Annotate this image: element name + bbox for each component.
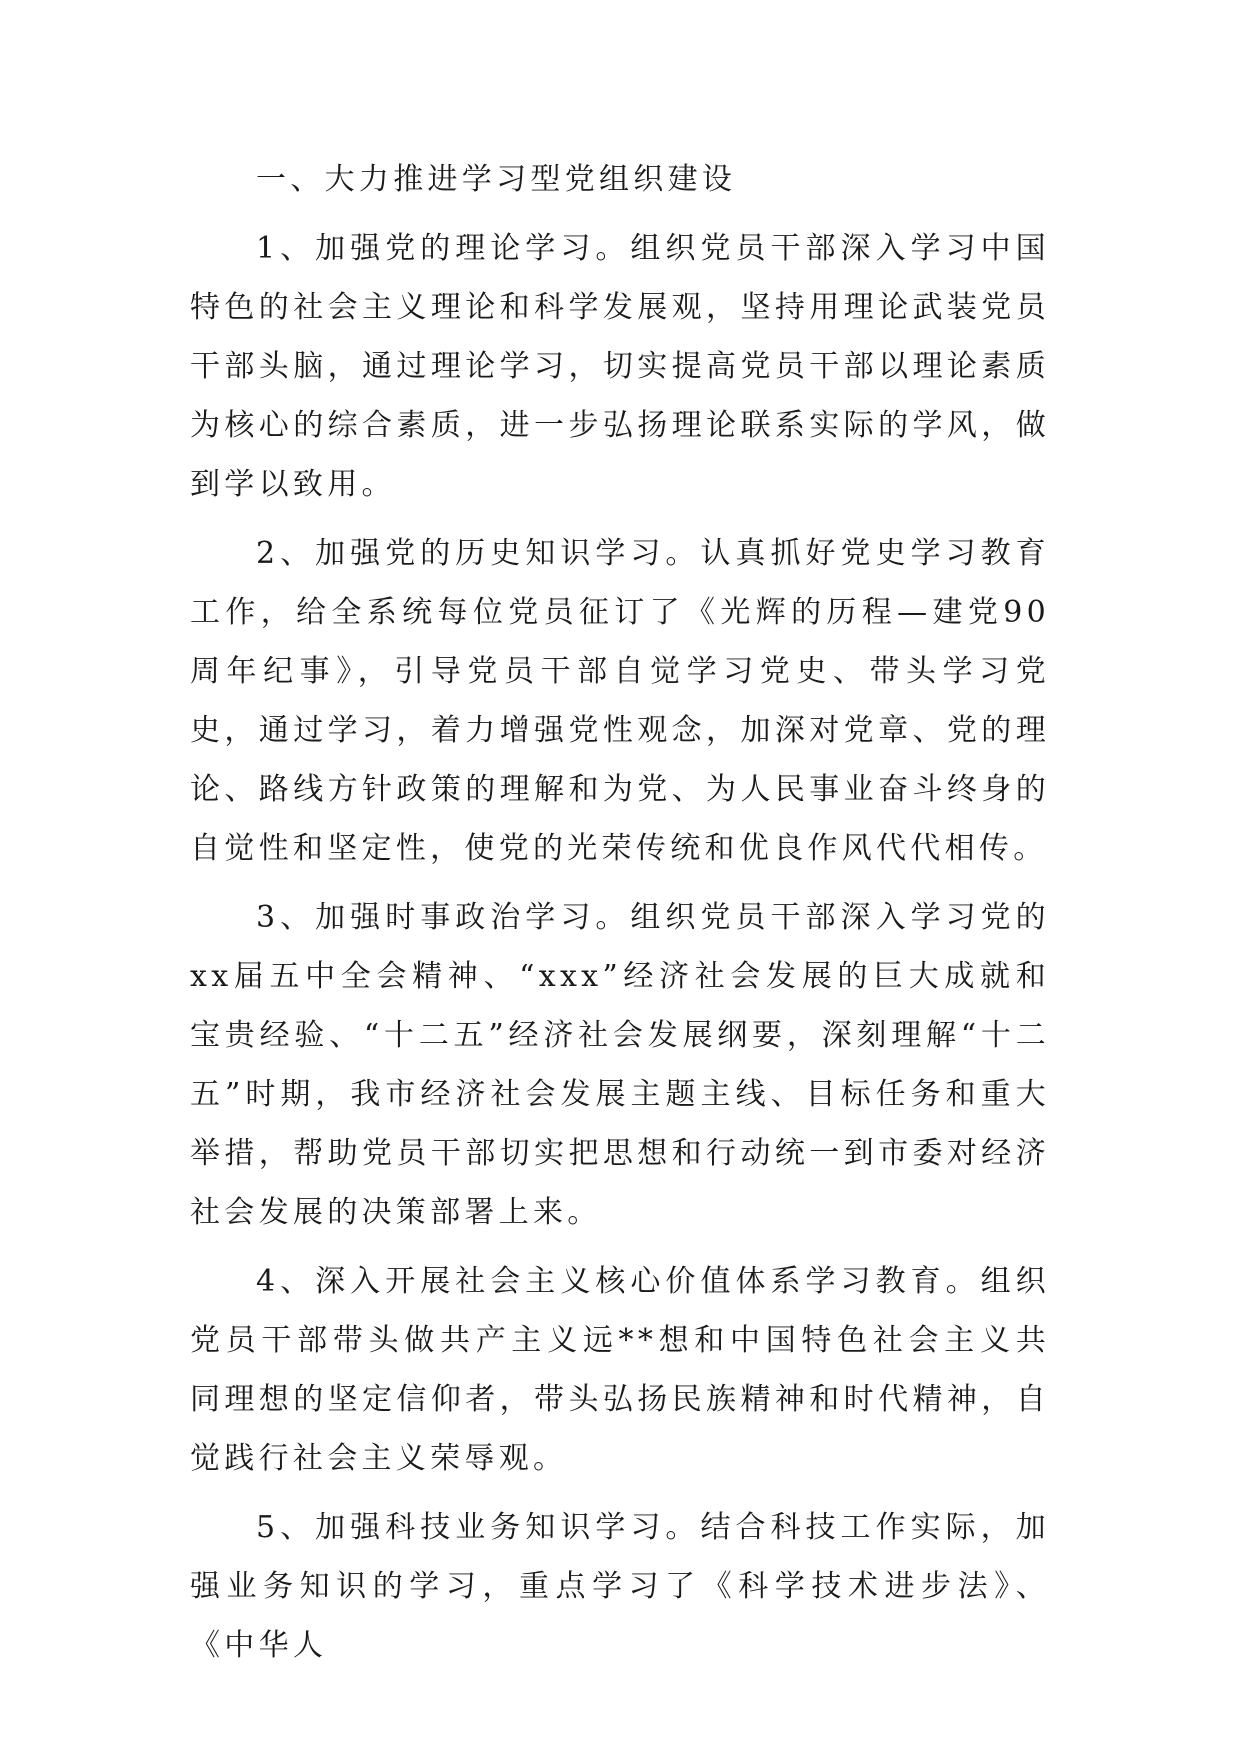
section-heading: 一、大力推进学习型党组织建设 (256, 162, 737, 197)
document-body (190, 150, 1050, 1685)
paragraph-4: 4、深入开展社会主义核心价值体系学习教育。组织党员干部带头做共产主义远**想和中国特色社会主义共同理想的坚定信仰者，带头弘扬民族精神和时代精神，自觉践行社会主义荣辱观。 (190, 1264, 1050, 1476)
paragraph-5: 5、加强科技业务知识学习。结合科技工作实际，加强业务知识的学习，重点学习了《科学技术进步法》、《中华人 (190, 1510, 1050, 1663)
paragraph-1: 1、加强党的理论学习。组织党员干部深入学习中国特色的社会主义理论和科学发展观，坚持用理论武装党员干部头脑，通过理论学习，切实提高党员干部以理论素质为核心的综合素质，进一步弘扬理论联系实际的学风，做到学以致用。 (190, 231, 1050, 502)
paragraph-2: 2、加强党的历史知识学习。认真抓好党史学习教育工作，给全系统每位党员征订了《光辉的历程—建党90周年纪事》，引导党员干部自觉学习党史、带头学习党史，通过学习，着力增强党性观念，加深对党章、党的理论、路线方针政策的理解和为党、为人民事业奋斗终身的自觉性和坚定性，使党的光荣传统和优良作风代代相传。 (190, 536, 1050, 866)
paragraph-3: 3、加强时事政治学习。组织党员干部深入学习党的xx届五中全会精神、“xxx”经济社会发展的巨大成就和宝贵经验、“十二五”经济社会发展纲要，深刻理解“十二五”时期，我市经济社会发展主题主线、目标任务和重大举措，帮助党员干部切实把思想和行动统一到市委对经济社会发展的决策部署上来。 (190, 900, 1050, 1230)
